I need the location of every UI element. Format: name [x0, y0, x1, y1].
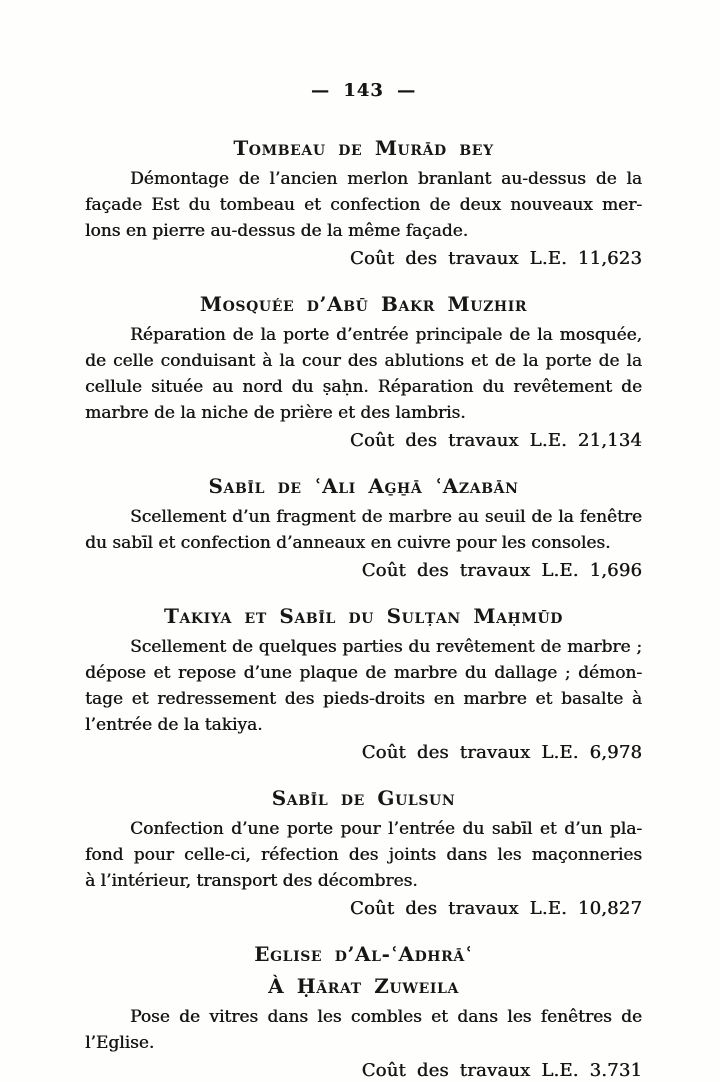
section-heading: Tombeau de Murād bey [233, 136, 494, 160]
entry-sabil-ali-agha-azaban [85, 472, 642, 584]
cost-line: Coût des travaux L.E. 21,134 [349, 430, 642, 451]
entry-takiya-sabil-sultan-mahmud [85, 602, 642, 766]
cost-line: Coût des travaux L.E. 1,696 [361, 560, 642, 581]
paragraph-line: Pose de vitres dans les combles et dans les fenêtres de [130, 1007, 642, 1027]
section-heading: Mosquée d’Abū Bakr Muzhir [199, 292, 528, 316]
paragraph-line: lons en pierre au-dessus de la même façade. [85, 221, 469, 241]
section-heading: Sabīl de ʿAli Ag̱ẖā ʿAzabān [208, 474, 519, 498]
paragraph-line: façade Est du tombeau et confection de deux nouveaux mer- [85, 195, 642, 215]
paragraph-line: Scellement d’un fragment de marbre au seuil de la fenêtre [130, 507, 642, 527]
section-paragraph [85, 322, 642, 426]
paragraph-line: dépose et repose d’une plaque de marbre du dallage ; démon- [85, 663, 642, 683]
paragraph-line: du sabīl et confection d’anneaux en cuivre pour les consoles. [85, 533, 611, 553]
paragraph-line: cellule située au nord du ṣaḥn. Réparation du revêtement de [85, 377, 642, 397]
section-paragraph [85, 1004, 642, 1056]
paragraph-line: de celle conduisant à la cour des ablutions et de la porte de la [85, 351, 642, 371]
section-heading: Sabīl de Gulsun [271, 786, 456, 810]
entry-sabil-gulsun [85, 784, 642, 922]
cost-line: Coût des travaux L.E. 11,623 [349, 248, 642, 269]
section-heading: Takiya et Sabīl du Sulṭan Maḥmūd [163, 604, 564, 628]
paragraph-line: l’Eglise. [85, 1033, 155, 1053]
cost-line: Coût des travaux L.E. 6,978 [361, 742, 642, 763]
paragraph-line: l’entrée de la takiya. [85, 715, 263, 735]
entry-tombeau-murad-bey [85, 134, 642, 272]
paragraph-line: Réparation de la porte d’entrée principale de la mosquée, [130, 325, 642, 345]
cost-line: Coût des travaux L.E. 3.731 [361, 1060, 642, 1081]
section-paragraph [85, 634, 642, 738]
section-paragraph [85, 816, 642, 894]
section-paragraph [85, 504, 642, 556]
entry-mosquee-abu-bakr-muzhir [85, 290, 642, 454]
page-number: — 143 — [310, 80, 417, 101]
cost-line: Coût des travaux L.E. 10,827 [349, 898, 642, 919]
paragraph-line: marbre de la niche de prière et des lambris. [85, 403, 466, 423]
paragraph-line: à l’intérieur, transport des décombres. [85, 871, 418, 891]
entry-eglise-al-adhra [85, 940, 642, 1082]
section-subheading: À Ḥārat Zuweila [268, 974, 459, 998]
paragraph-line: tage et redressement des pieds-droits en marbre et basalte à [85, 689, 642, 709]
section-paragraph [85, 166, 642, 244]
paragraph-line: Démontage de l’ancien merlon branlant au-dessus de la [130, 169, 642, 189]
text-block [85, 78, 642, 1082]
paragraph-line: Confection d’une porte pour l’entrée du sabīl et d’un pla- [130, 819, 642, 839]
paragraph-line: fond pour celle-ci, réfection des joints dans les maçonneries [85, 845, 642, 865]
paragraph-line: Scellement de quelques parties du revêtement de marbre ; [130, 637, 642, 657]
section-heading: Eglise d’Al-ʿAdhrāʿ [254, 942, 473, 966]
